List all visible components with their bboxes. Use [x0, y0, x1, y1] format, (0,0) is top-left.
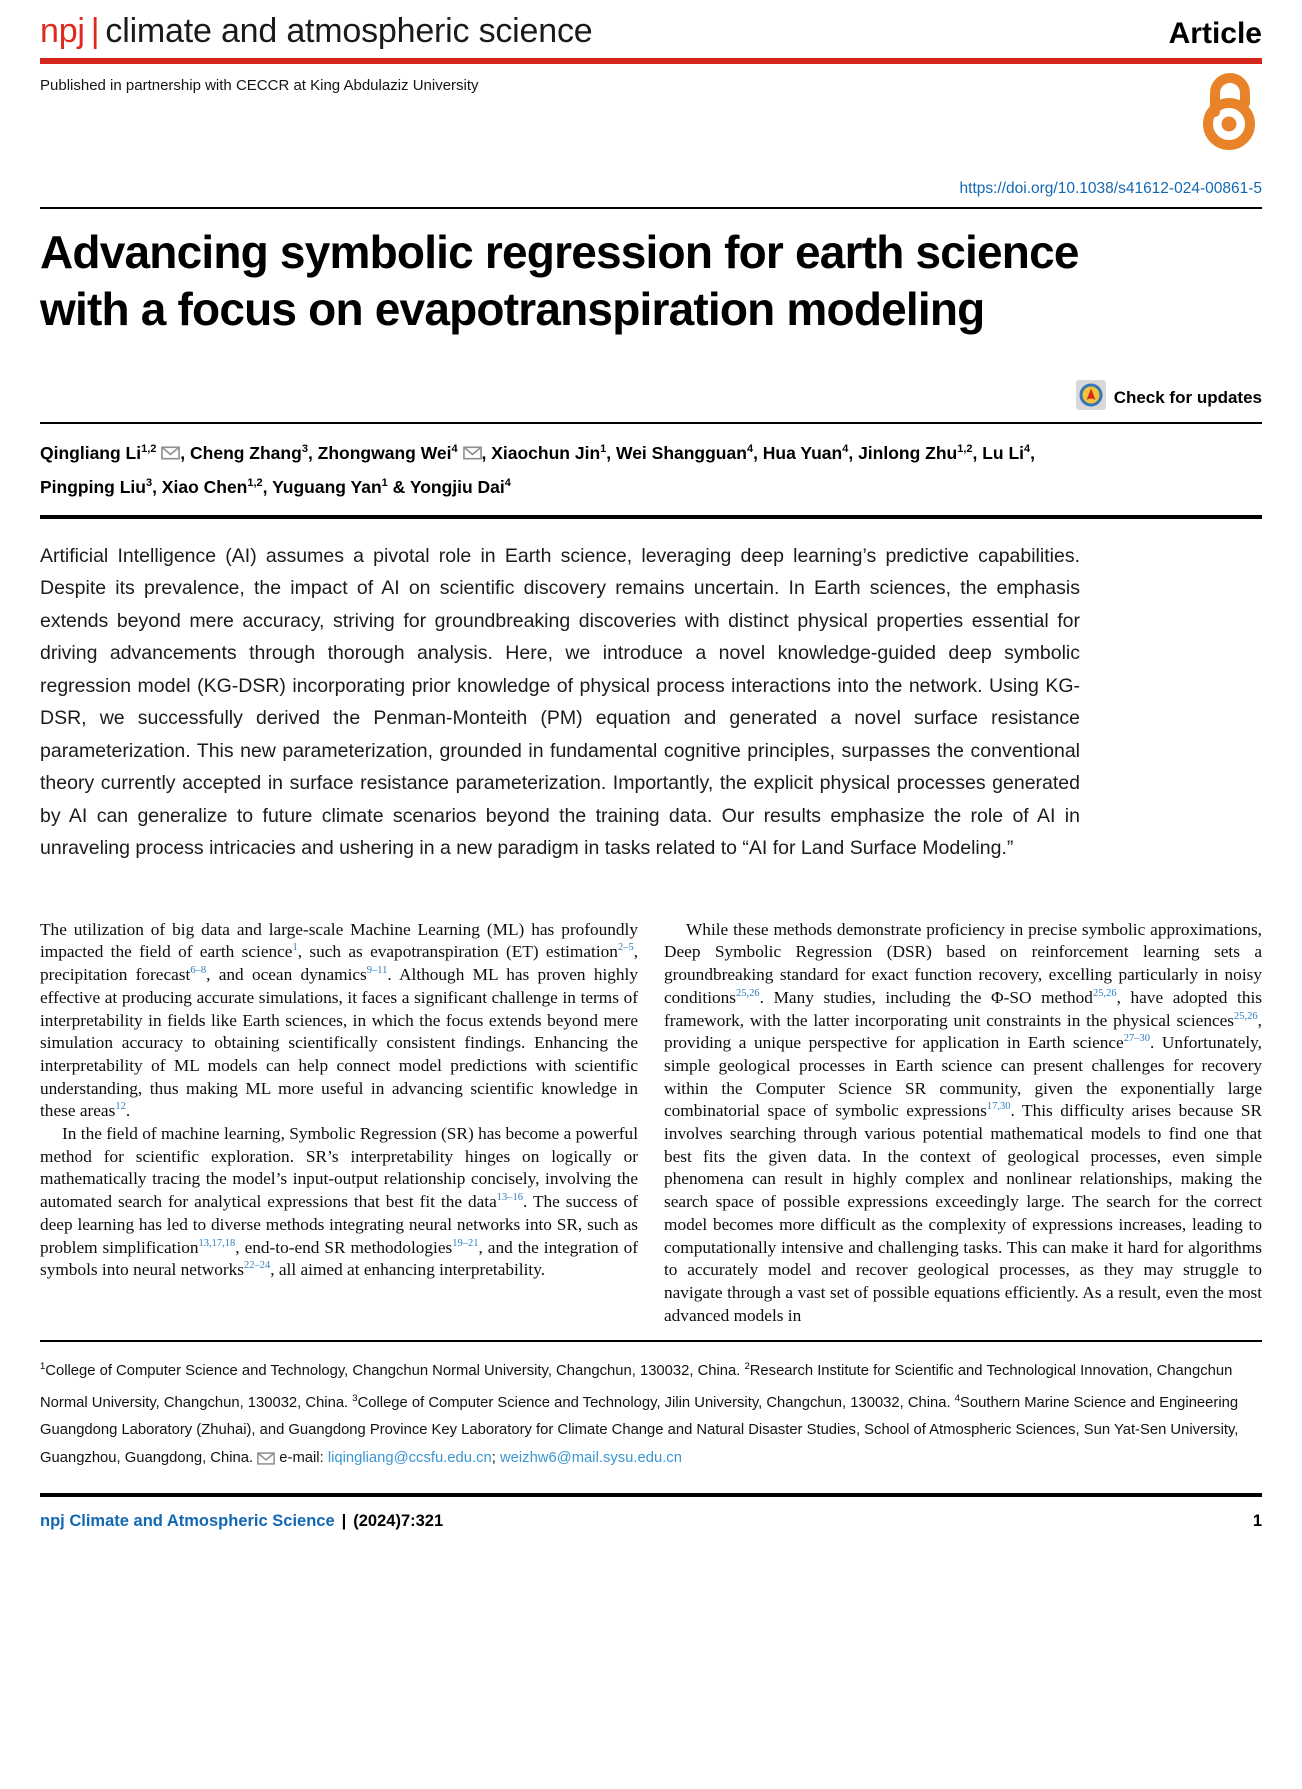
masthead-red-rule	[40, 58, 1262, 64]
page-number: 1	[1252, 1511, 1262, 1530]
masthead	[40, 12, 1262, 51]
body-left-column	[40, 919, 638, 1328]
footer-citation-block	[40, 1512, 443, 1531]
affiliations-rule	[40, 1340, 1262, 1342]
email-link[interactable]: weizhw6@mail.sysu.edu.cn	[499, 1449, 682, 1466]
body-paragraph: In the field of machine learning, Symbolic Regression (SR) has become a powerful method for scientific exploration. SR’s interpretability hinges on logically or mathematically tracing the model’s input-output relationship concisely, involving the automated search for analytical expressions that best fit the data$^{13-16}$. The success of deep learning has led to diverse methods integrating neural networks into SR, such as problem simplification$^{13,17,18}$, end-to-end SR methodologies$^{19-21}$, and the integration of symbols into neural networks$^{22-24}$, all aimed at enhancing interpretability.	[40, 1124, 638, 1280]
page-title: Advancing symbolic regression for earth science with a focus on evapotranspiration modeling	[40, 226, 1079, 336]
body-right-column	[664, 919, 1262, 1328]
footer-journal-link[interactable]: npj Climate and Atmospheric Science	[40, 1511, 335, 1530]
doi-row	[40, 180, 1262, 198]
open-access-icon	[1198, 72, 1260, 157]
check-for-updates-badge[interactable]	[40, 380, 1262, 415]
journal-brand	[40, 12, 592, 51]
envelope-icon[interactable]	[463, 440, 482, 469]
article-type-label: Article	[1168, 17, 1262, 50]
abstract-top-rule	[40, 515, 1262, 519]
title-top-rule	[40, 207, 1262, 209]
envelope-icon[interactable]	[257, 1446, 275, 1473]
author-list: Qingliang Li$^{1,2}$ , Cheng Zhang$^3$, Zhongwang Wei$^4$ , Xiaochun Jin$^1$, Wei Shangguan$^4$, Hua Yuan$^4$, Jinlong Zhu$^{1,2}$, Lu Li$^4$, Pingping Liu$^3$, Xiao Chen$^{1,2}$, Yuguang Yan$^1$ & Yongjiu Dai$^4$	[40, 435, 1100, 502]
npj-logo: npj	[40, 12, 85, 50]
check-for-updates-label: Check for updates	[1113, 387, 1262, 407]
footer-rule	[40, 1493, 1262, 1497]
affiliations: $^1$College of Computer Science and Technology, Changchun Normal University, Changchun, 130032, China. $^2$Research Institute for Scientific and Technological Innovation, Changchun Normal University, Changchun, 130032, China. $^3$College of Computer Science and Technology, Jilin University, Changchun, 130032, China. $^4$Southern Marine Science and Engineering Guangdong Laboratory (Zhuhai), and Guangdong Province Key Laboratory for Climate Change and Natural Disaster Studies, School of Atmospheric Sciences, Sun Yat-Sen University, Guangzhou, Guangdong, China. e-mail: liqingliang@ccsfu.edu.cn; weizhw6@mail.sysu.edu.cn	[40, 1353, 1262, 1473]
journal-name: climate and atmospheric science	[105, 12, 593, 50]
authors-top-rule	[40, 422, 1262, 424]
body-paragraph: While these methods demonstrate proficiency in precise symbolic approximations, Deep Symbolic Regression (DSR) based on reinforcement learning sets a groundbreaking standard for exact function recovery, excelling particularly in noisy conditions$^{25,26}$. Many studies, including the Φ-SO method$^{25,26}$, have adopted this framework, with the latter incorporating unit constraints in the physical sciences$^{25,26}$, providing a unique perspective for application in Earth science$^{27-30}$. Unfortunately, simple geological processes in Earth science can present challenges for recovery within the Computer Science SR community, given the exponentially large combinatorial space of symbolic expressions$^{17,30}$. This difficulty arises because SR involves searching through various potential mathematical models to find one that best fits the given data. In the context of geological processes, even simple phenomena can result in highly complex and nonlinear relationships, making the search space of possible expressions exceedingly large. The search for the correct model becomes more difficult as the complexity of expressions increases, leading to computationally intensive and challenging tasks. This can make it hard for algorithms to accurately model and recover geological processes, as they may struggle to navigate through a vast set of possible equations efficiently. As a result, even the most advanced models in	[664, 919, 1263, 1325]
footer-separator: |	[341, 1511, 347, 1530]
crossmark-icon	[1076, 380, 1106, 415]
doi-link[interactable]: https://doi.org/10.1038/s41612-024-00861-5	[959, 180, 1262, 197]
brand-pipe: |	[90, 12, 100, 50]
abstract: Artificial Intelligence (AI) assumes a pivotal role in Earth science, leveraging deep learning’s predictive capabilities. Despite its prevalence, the impact of AI on scientific discovery remains uncertain. In Earth sciences, the emphasis extends beyond mere accuracy, striving for groundbreaking discoveries with distinct physical properties essential for driving advancements through thorough analysis. Here, we introduce a novel knowledge-guided deep symbolic regression model (KG-DSR) incorporating prior knowledge of physical process interactions into the network. Using KG-DSR, we successfully derived the Penman-Monteith (PM) equation and generated a novel surface resistance parameterization. This new parameterization, grounded in fundamental cognitive principles, surpasses the conventional theory currently accepted in surface resistance parameterization. Importantly, the explicit physical processes generated by AI can generalize to future climate scenarios beyond the training data. Our results emphasize the role of AI in unraveling process intricacies and ushering in a new paradigm in tasks related to “AI for Land Surface Modeling.”	[40, 544, 1080, 860]
envelope-icon[interactable]	[161, 440, 180, 469]
body-paragraph: The utilization of big data and large-scale Machine Learning (ML) has profoundly impacted the field of earth science$^1$, such as evapotranspiration (ET) estimation$^{2-5}$, precipitation forecast$^{6-8}$, and ocean dynamics$^{9-11}$. Although ML has proven highly effective at producing accurate simulations, it faces a significant challenge in terms of interpretability in fields like Earth sciences, in which the focus extends beyond mere simulation accuracy to obtaining scientifically consistent findings. Enhancing the interpretability of ML models can help connect model predictions with scientific understanding, thus making ML more useful in advancing scientific knowledge in these areas$^{12}$.	[40, 919, 639, 1121]
footer	[40, 1512, 1262, 1531]
article-body	[40, 919, 1262, 1328]
footer-citation: (2024)7:321	[353, 1511, 444, 1530]
email-link[interactable]: liqingliang@ccsfu.edu.cn	[327, 1449, 492, 1466]
partnership-line: Published in partnership with CECCR at King Abdulaziz University	[40, 77, 479, 94]
